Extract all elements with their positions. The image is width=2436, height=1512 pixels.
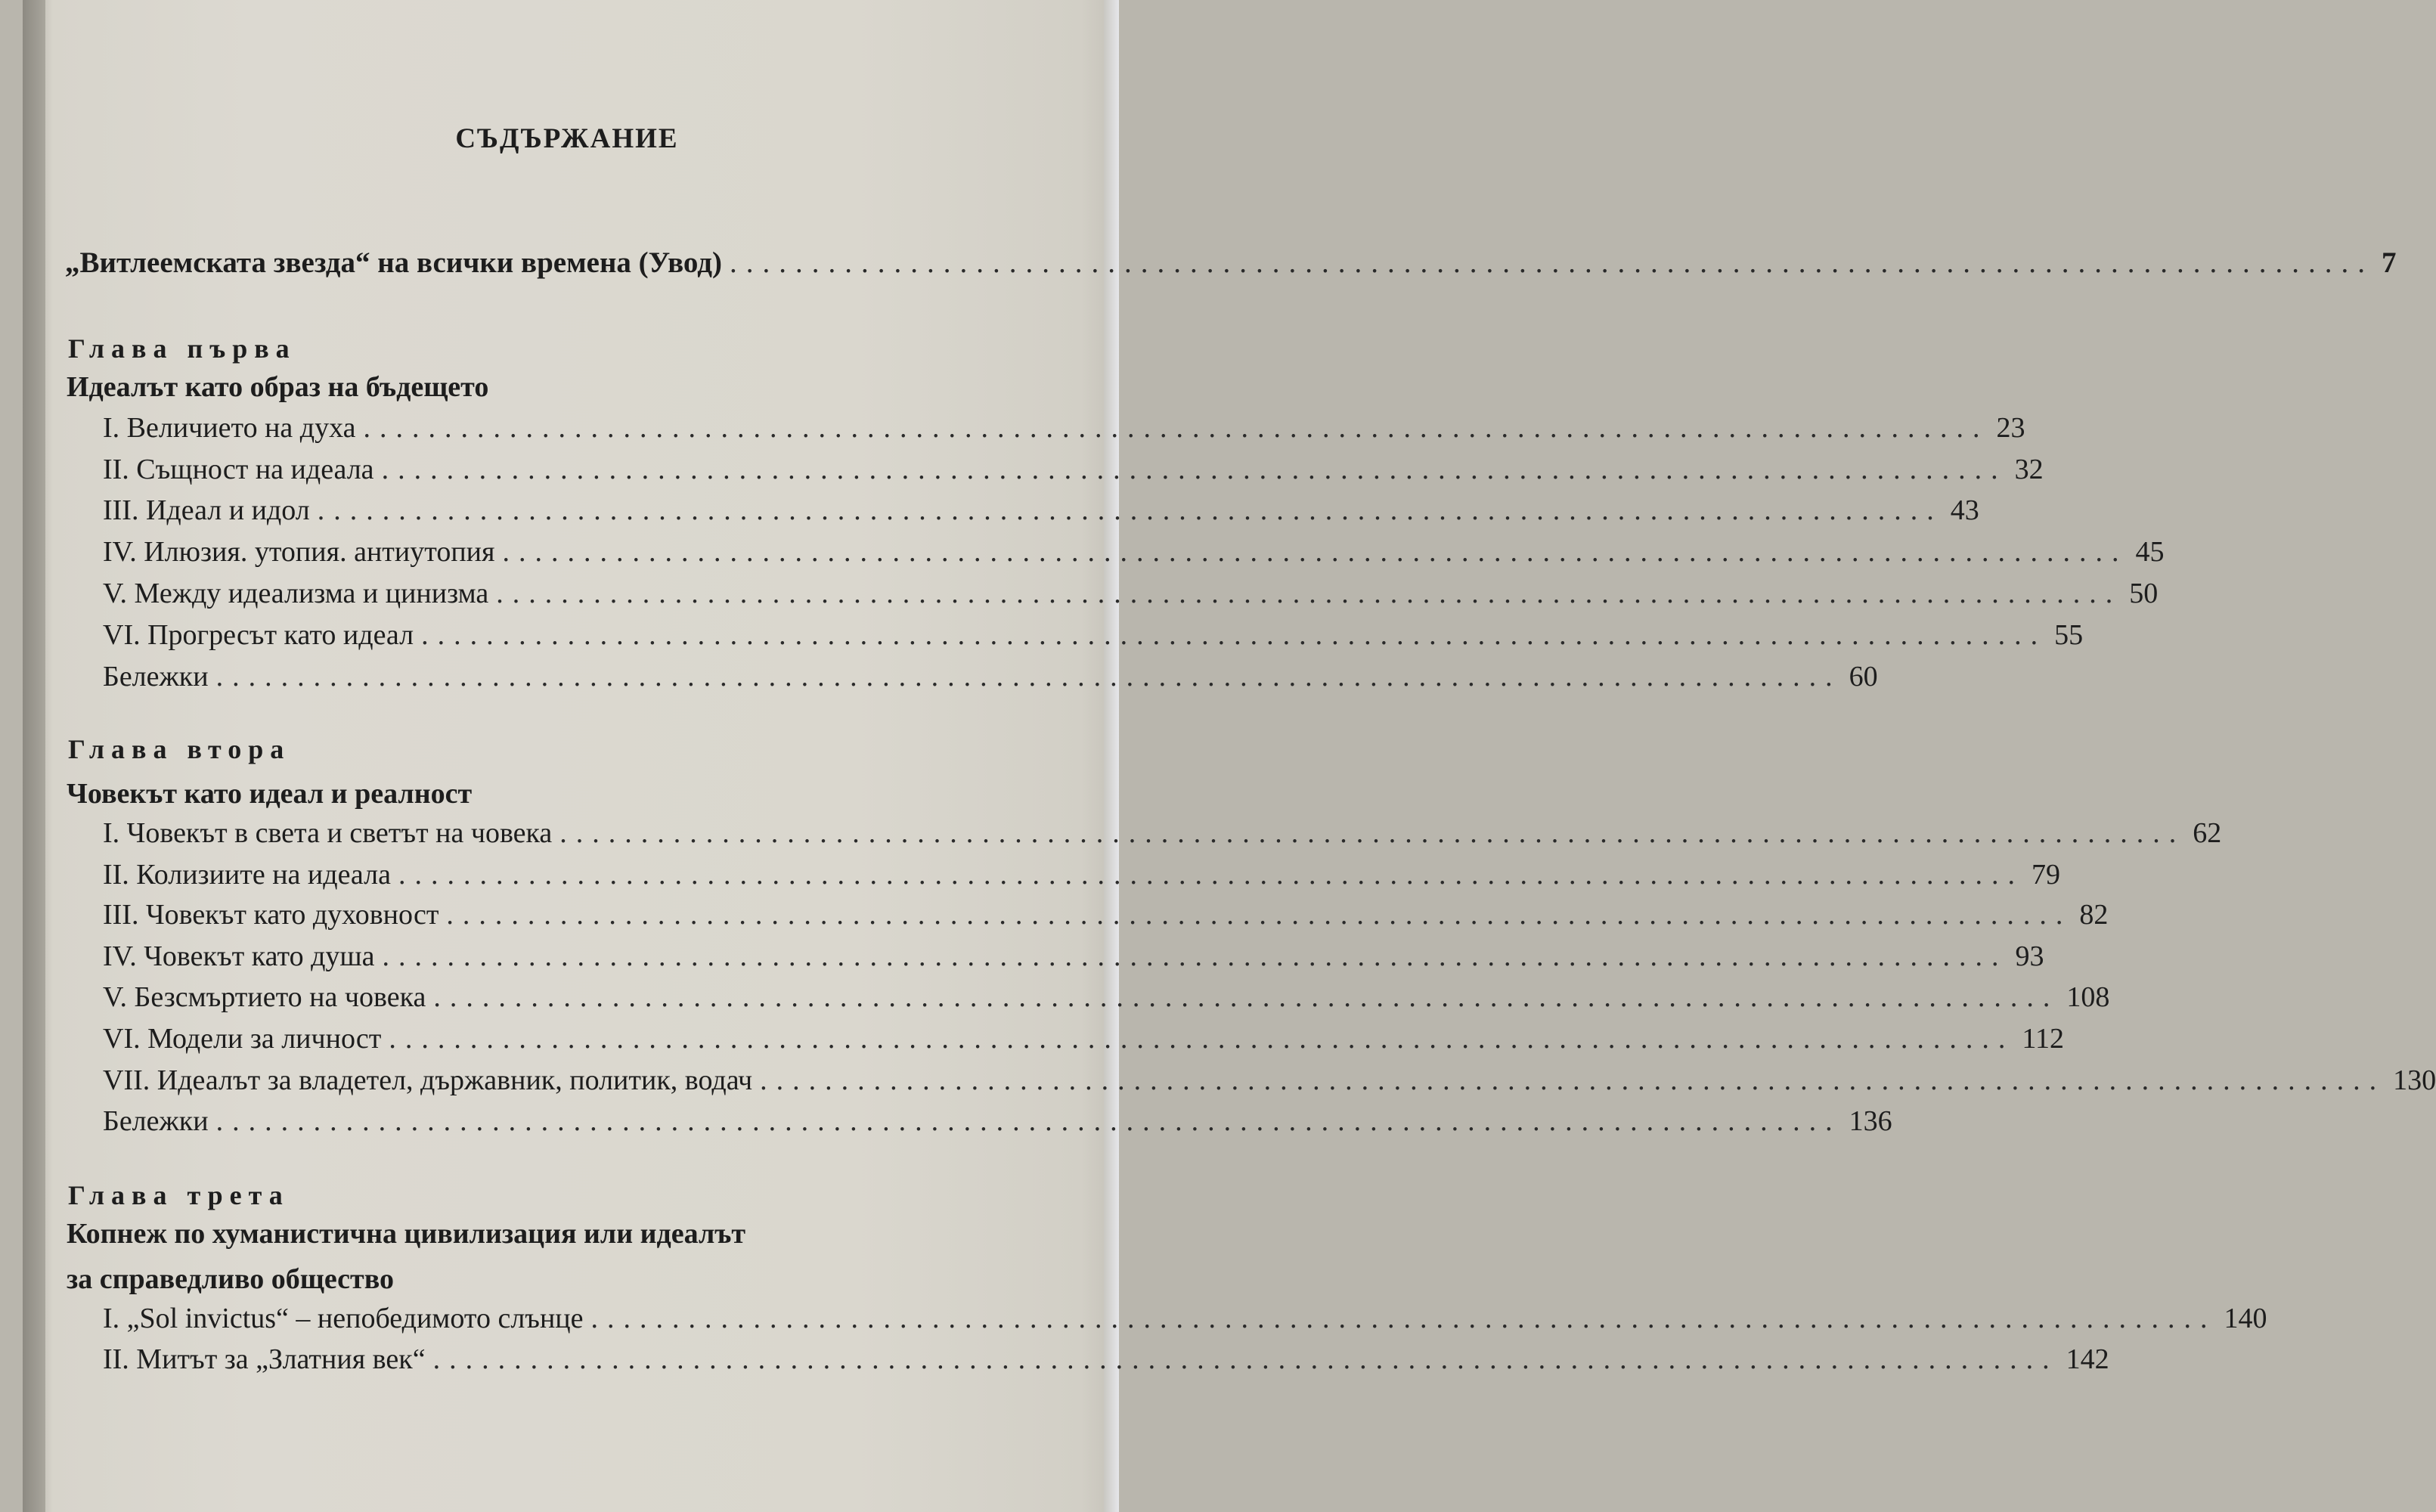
toc-entry-text: VI. Модели за личност	[103, 1023, 382, 1055]
toc-entry-page: 130	[2393, 1064, 2436, 1096]
toc-entry-page: 55	[2054, 619, 2084, 651]
toc-entry-page: 108	[2066, 981, 2110, 1013]
toc-entry-text: II. Колизиите на идеала	[103, 859, 391, 891]
book-spine	[23, 0, 45, 1512]
toc-entry-page: 23	[1996, 412, 2025, 444]
chapter-label: Глава втора	[68, 734, 291, 764]
toc-entry	[103, 535, 2165, 569]
leader-dots: ....................................................................................................	[382, 940, 2008, 972]
toc-entry	[103, 1022, 2064, 1055]
toc-entry-text: I. Величието на духа	[103, 412, 356, 444]
leader-dots: ....................................................................................................	[590, 1303, 2217, 1334]
toc-entry-text: „Витлеемската звезда“ на всички времена (Увод)	[65, 246, 722, 279]
toc-entry-text: Бележки	[103, 1105, 209, 1137]
toc-entry-notes	[103, 1105, 1892, 1138]
toc-entry	[103, 494, 1979, 527]
chapter-title: Идеалът като образ на бъдещето	[67, 371, 489, 403]
toc-entry-page: 93	[2015, 940, 2044, 972]
toc-entry	[103, 453, 2044, 486]
leader-dots: ....................................................................................................	[729, 246, 2374, 279]
leader-dots: ....................................................................................................	[317, 494, 1943, 526]
chapter-label: Глава трета	[68, 1180, 290, 1210]
leader-dots: ....................................................................................................	[496, 578, 2122, 609]
leader-dots: ....................................................................................................	[421, 619, 2047, 651]
leader-dots: ....................................................................................................	[559, 817, 2186, 849]
toc-entry	[103, 898, 2109, 931]
toc-entry-text: II. Митът за „Златния век“	[103, 1343, 426, 1375]
toc-entry	[103, 981, 2110, 1014]
leader-dots: ....................................................................................................	[446, 899, 2072, 931]
leader-dots: ....................................................................................................	[433, 981, 2059, 1013]
leader-dots: ....................................................................................................	[363, 412, 1989, 444]
leader-dots: ....................................................................................................	[760, 1064, 2386, 1096]
toc-entry	[103, 1064, 2436, 1097]
toc-entry-page: 142	[2066, 1343, 2109, 1375]
chapter-title-line-2: за справедливо общество	[67, 1263, 394, 1295]
toc-entry-page: 82	[2079, 899, 2109, 931]
toc-entry-text: V. Между идеализма и цинизма	[103, 578, 489, 609]
toc-entry-text: VII. Идеалът за владетел, държавник, политик, водач	[103, 1064, 753, 1096]
toc-entry-page: 62	[2193, 817, 2222, 849]
toc-entry-text: Бележки	[103, 661, 209, 692]
chapter-title: Човекът като идеал и реалност	[67, 778, 473, 810]
toc-entry-page: 45	[2135, 536, 2165, 568]
toc-entry	[103, 411, 2025, 445]
leader-dots: ....................................................................................................	[398, 859, 2024, 891]
chapter-label: Глава първа	[68, 333, 296, 364]
page-title: СЪДЪРЖАНИЕ	[455, 123, 679, 154]
toc-entry-page: 50	[2129, 578, 2159, 609]
toc-entry-text: II. Същност на идеала	[103, 454, 374, 485]
toc-entry-text: IV. Илюзия. утопия. антиутопия	[103, 536, 495, 568]
leader-dots: ....................................................................................................	[215, 1105, 1842, 1137]
toc-entry-page: 140	[2224, 1303, 2267, 1334]
toc-entry-text: IV. Човекът като душа	[103, 940, 375, 972]
toc-entry-text: III. Човекът като духовност	[103, 899, 439, 931]
toc-entry	[103, 858, 2060, 891]
toc-entry	[103, 1343, 2109, 1376]
toc-entry	[103, 618, 2084, 652]
toc-entry-text: VI. Прогресът като идеал	[103, 619, 414, 651]
toc-entry	[103, 816, 2222, 850]
toc-entry-intro	[65, 246, 2397, 280]
toc-entry	[103, 577, 2159, 610]
toc-entry-page: 32	[2014, 454, 2044, 485]
leader-dots: ....................................................................................................	[502, 536, 2128, 568]
leader-dots: ....................................................................................................	[381, 454, 2007, 485]
toc-entry-page: 43	[1950, 494, 1979, 526]
toc-entry-page: 136	[1849, 1105, 1892, 1137]
toc-entry-text: V. Безсмъртието на човека	[103, 981, 426, 1013]
page-edge	[1104, 0, 1119, 1512]
leader-dots: ....................................................................................................	[432, 1343, 2059, 1375]
toc-entry	[103, 1302, 2267, 1335]
chapter-title-line-1: Копнеж по хуманистична цивилизация или идеалът	[67, 1218, 746, 1250]
leader-dots: ....................................................................................................	[389, 1023, 2015, 1055]
toc-entry-text: I. Човекът в света и светът на човека	[103, 817, 553, 849]
toc-entry-page: 112	[2022, 1023, 2064, 1055]
toc-entry-page: 79	[2031, 859, 2060, 891]
toc-entry	[103, 940, 2044, 973]
leader-dots: ....................................................................................................	[215, 661, 1842, 692]
toc-entry-notes	[103, 660, 1878, 693]
toc-entry-text: III. Идеал и идол	[103, 494, 310, 526]
toc-entry-text: I. „Sol invictus“ – непобедимото слънце	[103, 1303, 584, 1334]
toc-entry-page: 7	[2381, 246, 2397, 279]
toc-entry-page: 60	[1849, 661, 1878, 692]
